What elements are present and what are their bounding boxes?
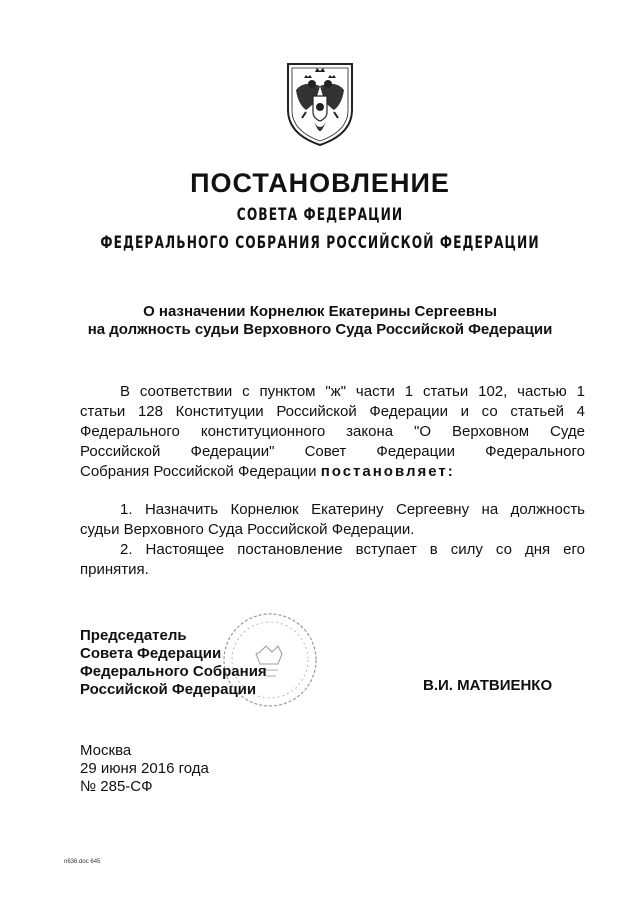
paragraph-1-line-1: В соответствии с пунктом "ж" части 1 статьи 102, частью 1 xyxy=(120,383,585,400)
paragraph-2-line-2: судьи Верховного Суда Российской Федерации. xyxy=(80,521,415,538)
decision-keyword: постановляет: xyxy=(320,463,455,480)
paragraph-1-line-4: Российской Федерации" Совет Федерации Федерального xyxy=(80,443,585,460)
issuer-line-1: СОВЕТА ФЕДЕРАЦИИ xyxy=(236,205,404,225)
paragraph-1-line-2: статьи 128 Конституции Российской Федерации и со статьей 4 xyxy=(80,403,585,420)
city: Москва xyxy=(80,742,132,759)
paragraph-1-line-5 xyxy=(80,462,585,482)
date: 29 июня 2016 года xyxy=(80,760,209,777)
footer-doc-code: n636.doc 645 xyxy=(64,859,101,865)
place-and-date xyxy=(80,742,209,796)
signer-position-line-1: Председатель xyxy=(80,627,187,644)
paragraph-2-line-1: 1. Назначить Корнелюк Екатерину Сергеевну на должность xyxy=(120,501,585,518)
document-title: ПОСТАНОВЛЕНИЕ xyxy=(190,168,450,198)
paragraph-1-line-5-text: Собрания Российской Федерации xyxy=(80,463,317,480)
signer-position-line-3: Федерального Собрания xyxy=(80,663,267,680)
coat-of-arms-icon xyxy=(282,60,358,148)
issuer-line-2: ФЕДЕРАЛЬНОГО СОБРАНИЯ РОССИЙСКОЙ ФЕДЕРАЦИИ xyxy=(100,233,540,253)
signer-position-line-4: Российской Федерации xyxy=(80,681,257,698)
subject-line-2: на должность судьи Верховного Суда Российской Федерации xyxy=(87,321,553,338)
paragraph-3-line-2: принятия. xyxy=(80,561,149,578)
signer-name: В.И. МАТВИЕНКО xyxy=(423,677,553,694)
subject-line-1: О назначении Корнелюк Екатерины Сергеевны xyxy=(143,303,497,320)
signer-position-line-2: Совета Федерации xyxy=(80,645,222,662)
document-number: № 285-СФ xyxy=(80,778,153,795)
paragraph-3-line-1: 2. Настоящее постановление вступает в силу со дня его xyxy=(120,541,585,558)
paragraph-1-line-3: Федерального конституционного закона "О Верховном Суде xyxy=(80,423,585,440)
signer-position xyxy=(80,627,267,699)
